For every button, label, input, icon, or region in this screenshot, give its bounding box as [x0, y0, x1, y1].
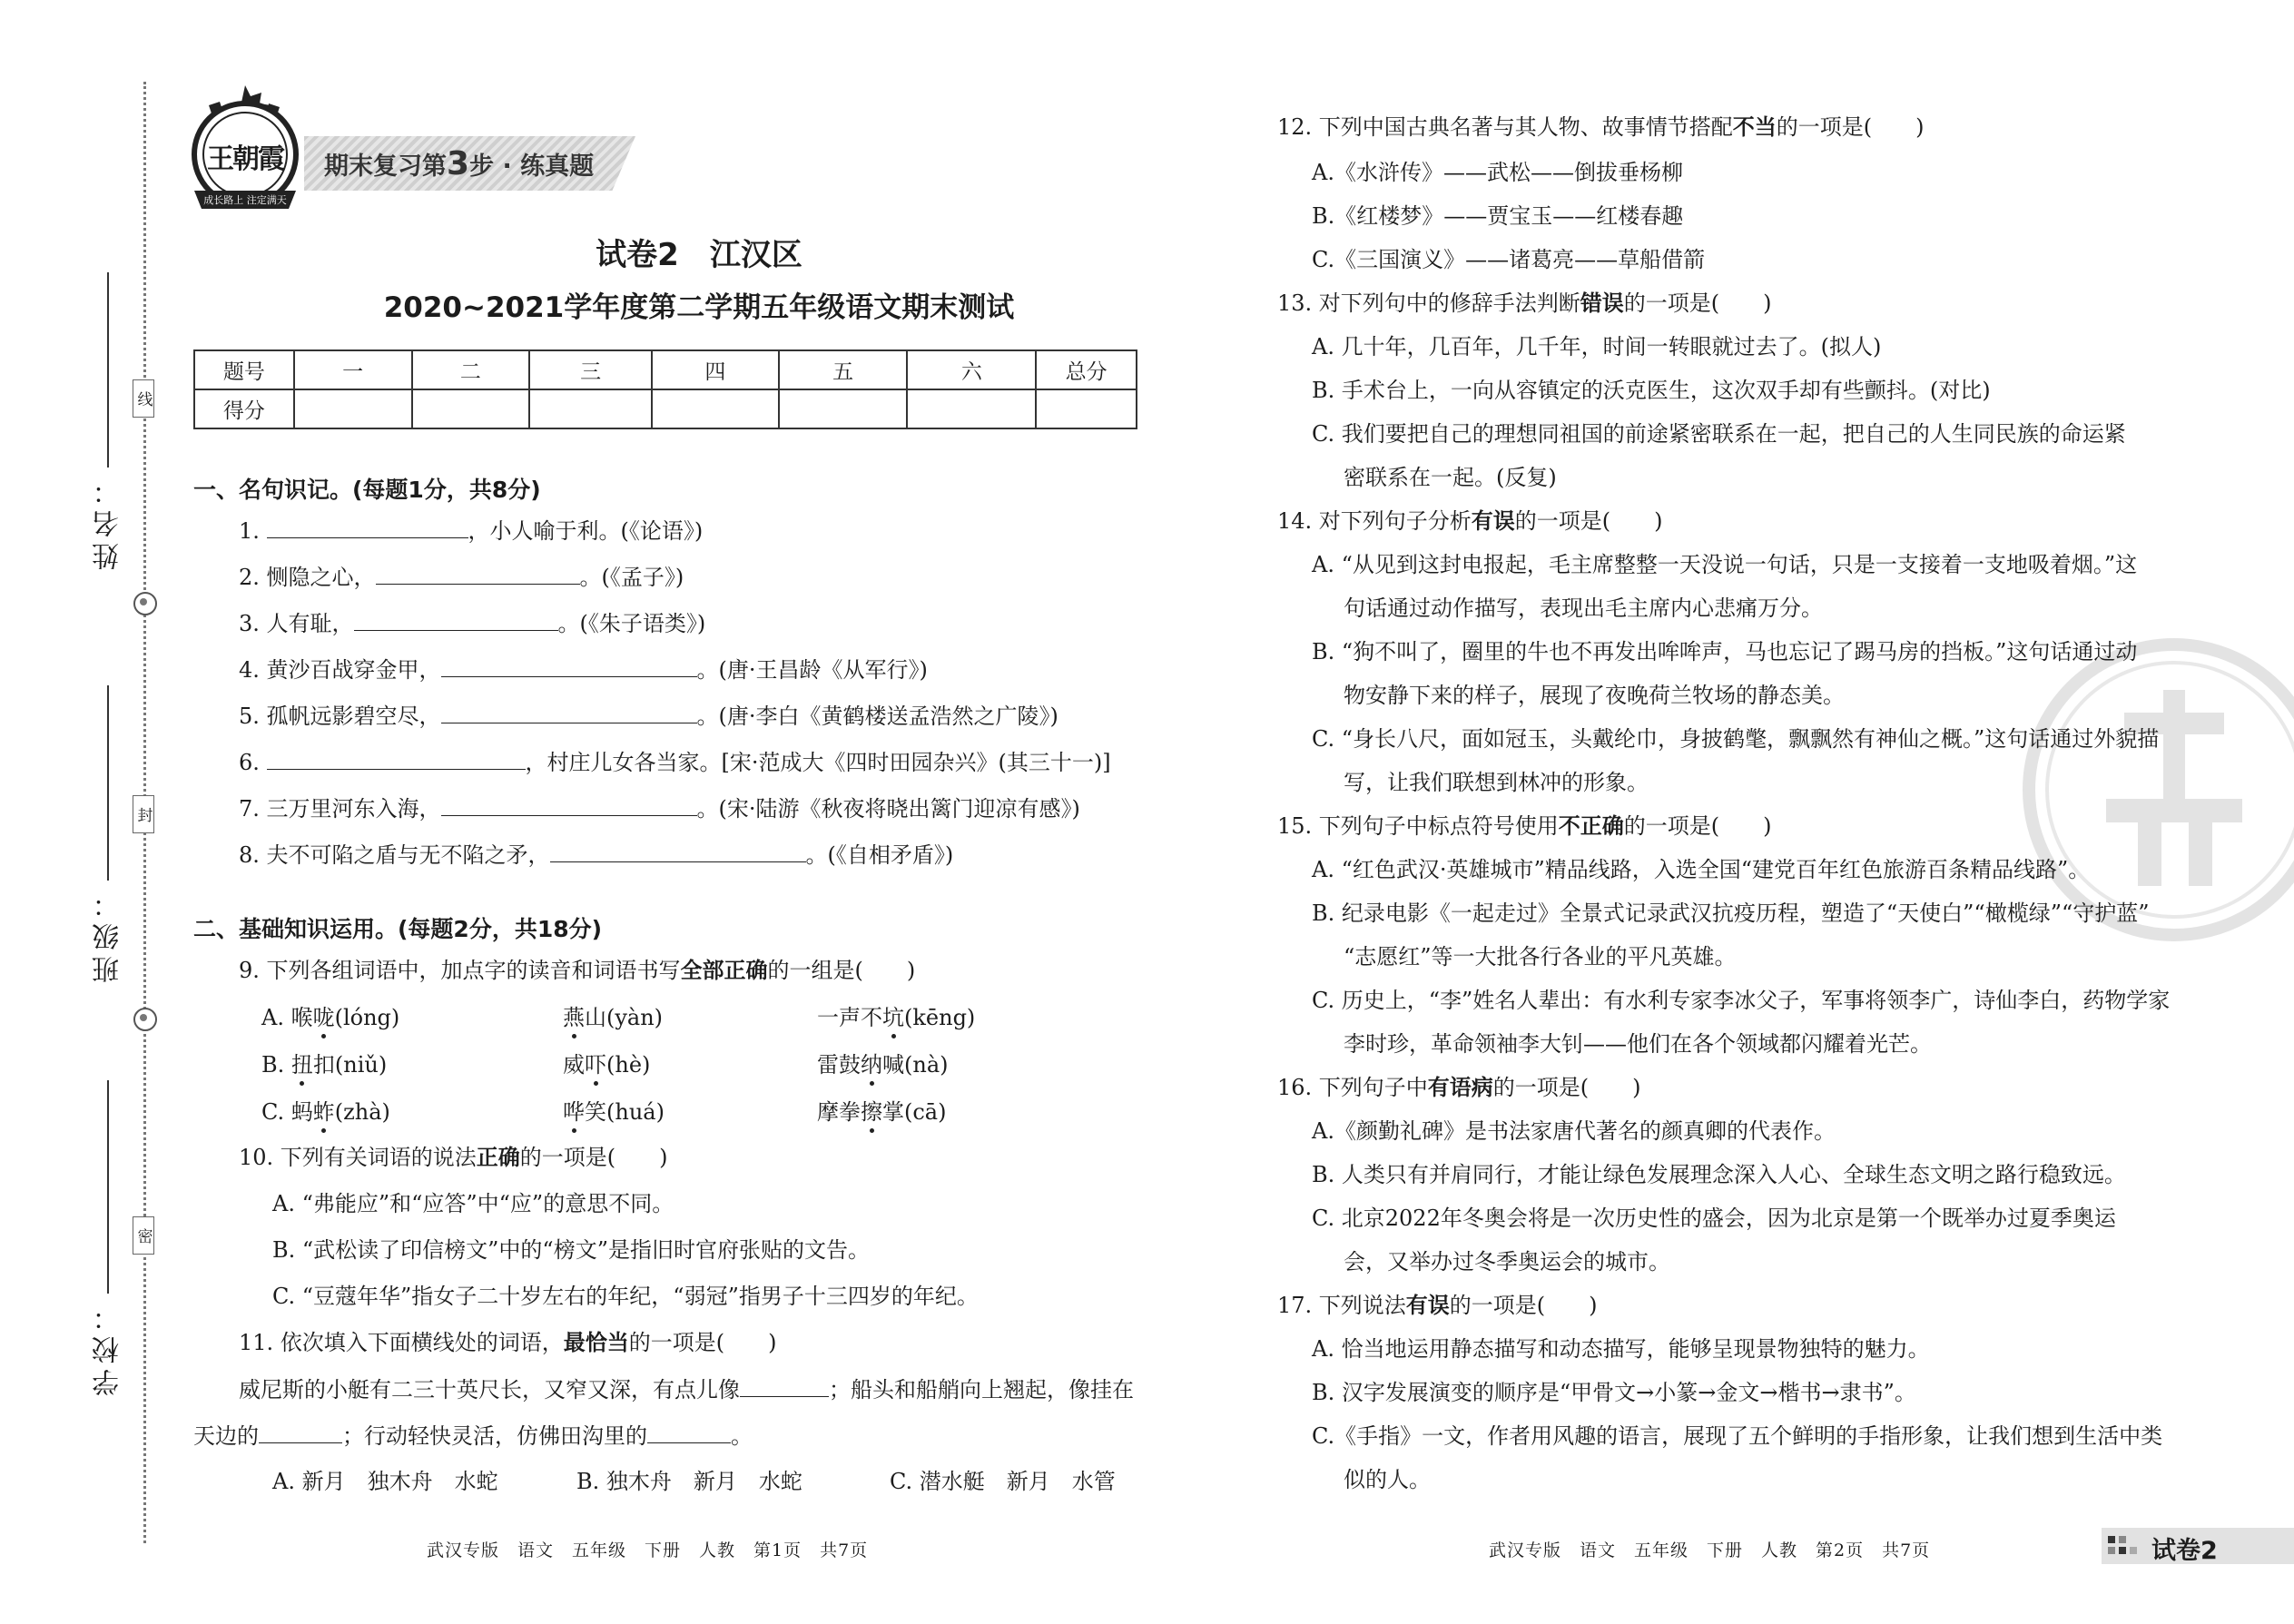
q15-option-b: B. 纪录电影《一起走过》全景式记录武汉抗疫历程，塑造了“天使白”“橄榄绿”“守护蓝” — [1312, 901, 2150, 926]
score-table-header-row — [194, 350, 1137, 389]
q6-blank[interactable] — [267, 751, 526, 770]
q8: 8. 夫不可陷之盾与无不陷之矛， 。(《自相矛盾》) — [239, 842, 954, 868]
score-cell[interactable] — [779, 389, 908, 428]
q3: 3. 人有耻， 。(《朱子语类》) — [239, 611, 706, 636]
q14-option-b: B. “狗不叫了，圈里的牛也不再发出哞哞声，马也忘记了踢马房的挡板。”这句话通过动 — [1312, 639, 2138, 664]
q5-blank[interactable] — [441, 704, 697, 723]
q10-option-a: A. “弗能应”和“应答”中“应”的意思不同。 — [272, 1191, 674, 1216]
q16-option-c-cont: 会，又举办过冬季奥运会的城市。 — [1344, 1249, 1670, 1275]
score-header-cell: 二 — [412, 350, 530, 389]
q11-stem: 11. 依次填入下面横线处的词语，最恰当的一项是( ) — [239, 1330, 777, 1355]
school-label: 学校： — [93, 1298, 124, 1396]
q17-option-c: C.《手指》一文，作者用风趣的语言，展现了五个鲜明的手指形象，让我们想到生活中类 — [1312, 1423, 2163, 1449]
seal-line-mark: 线 — [133, 379, 154, 418]
q15-option-c-cont: 李时珍，革命领袖李大钊——他们在各个领域都闪耀着光芒。 — [1344, 1031, 1932, 1057]
q15-stem: 15. 下列句子中标点符号使用不正确的一项是( ) — [1277, 813, 1772, 839]
q11-blank-2[interactable] — [259, 1424, 342, 1443]
q2: 2. 恻隐之心， 。(《孟子》) — [239, 565, 684, 590]
q11-option-b: B. 独木舟 新月 水蛇 — [576, 1469, 802, 1494]
q2-blank[interactable] — [376, 566, 580, 585]
score-header-cell: 三 — [529, 350, 652, 389]
q14-option-b-cont: 物安静下来的样子，展现了夜晚荷兰牧场的静态美。 — [1344, 683, 1845, 708]
paper-title: 试卷2 江汉区 — [596, 237, 802, 273]
section-1-title: 一、名句识记。(每题1分，共8分) — [193, 477, 541, 503]
q5: 5. 孤帆远影碧空尽， 。(唐·李白《黄鹤楼送孟浩然之广陵》) — [239, 704, 1058, 729]
q11-blank-3[interactable] — [647, 1424, 731, 1443]
q15-option-c: C. 历史上，“李”姓名人辈出：有水利专家李冰父子，军事将领李广，诗仙李白，药物学家 — [1312, 988, 2171, 1013]
score-cell[interactable] — [294, 389, 412, 428]
q11-blank-1[interactable] — [740, 1378, 829, 1397]
score-header-cell: 总分 — [1036, 350, 1137, 389]
q16-stem: 16. 下列句子中有语病的一项是( ) — [1277, 1075, 1641, 1100]
q9-stem: 9. 下列各组词语中，加点字的读音和词语书写全部正确的一组是( ) — [239, 958, 916, 983]
q12-option-a: A.《水浒传》——武松——倒拔垂杨柳 — [1312, 160, 1683, 185]
q17-option-b: B. 汉字发展演变的顺序是“甲骨文→小篆→金文→楷书→隶书”。 — [1312, 1380, 1916, 1405]
q8-blank[interactable] — [550, 843, 806, 862]
class-label: 班级： — [93, 885, 124, 983]
q1: 1. ，小人喻于利。(《论语》) — [239, 518, 704, 544]
footer-right: 武汉专版 语文 五年级 下册 人教 第2页 共7页 — [1489, 1540, 1931, 1560]
q17-option-a: A. 恰当地运用静态描写和动态描写，能够呈现景物独特的魅力。 — [1312, 1336, 1930, 1362]
logo-text: 王朝霞 — [207, 143, 283, 175]
score-cell[interactable] — [529, 389, 652, 428]
q11-option-c: C. 潜水艇 新月 水管 — [890, 1469, 1116, 1494]
q13-option-c-cont: 密联系在一起。(反复) — [1344, 465, 1557, 490]
q3-blank[interactable] — [354, 612, 558, 631]
binding-knot-icon — [133, 592, 157, 615]
q11-passage-line2: 天边的 ；行动轻快灵活，仿佛田沟里的 。 — [193, 1423, 753, 1449]
q13-option-c: C. 我们要把自己的理想同祖国的前途紧密联系在一起，把自己的人生同民族的命运紧 — [1312, 421, 2126, 447]
score-cell[interactable] — [412, 389, 530, 428]
section-2-title: 二、基础知识运用。(每题2分，共18分) — [193, 916, 603, 942]
q9-option-c2: 哗笑(huá) — [563, 1099, 665, 1125]
q1-blank[interactable] — [267, 519, 468, 538]
q14-option-a: A. “从见到这封电报起，毛主席整整一天没说一句话，只是一支接着一支地吸着烟。”这 — [1312, 552, 2138, 577]
score-header-cell: 六 — [907, 350, 1036, 389]
q9-option-a3: 一声不坑(kēng) — [817, 1005, 976, 1030]
paper-badge: 试卷2 — [2151, 1537, 2218, 1565]
paper-subtitle: 2020~2021学年度第二学期五年级语文期末测试 — [383, 291, 1015, 324]
score-header-cell: 一 — [294, 350, 412, 389]
score-cell[interactable] — [652, 389, 779, 428]
banner-text: 期末复习第3步 · 练真题 — [324, 145, 595, 182]
logo-ribbon-text: 成长路上 注定满天 — [203, 194, 287, 206]
q4: 4. 黄沙百战穿金甲， 。(唐·王昌龄《从军行》) — [239, 657, 928, 683]
q4-blank[interactable] — [441, 658, 697, 677]
footer-left: 武汉专版 语文 五年级 下册 人教 第1页 共7页 — [427, 1540, 869, 1560]
score-row-label: 得分 — [194, 389, 294, 428]
q9-option-c1: C. 蚂蚱(zhà) — [261, 1099, 390, 1125]
right-page — [1180, 0, 2294, 1624]
score-table — [193, 349, 1137, 429]
q15-option-a: A. “红色武汉·英雄城市”精品线路，入选全国“建党百年红色旅游百条精品线路”。 — [1312, 857, 2091, 882]
q7: 7. 三万里河东入海， 。(宋·陆游《秋夜将晓出篱门迎凉有感》) — [239, 796, 1080, 822]
q10-option-b: B. “武松读了印信榜文”中的“榜文”是指旧时官府张贴的文告。 — [272, 1237, 870, 1263]
q16-option-b: B. 人类只有并肩同行，才能让绿色发展理念深入人心、全球生态文明之路行稳致远。 — [1312, 1162, 2126, 1187]
q10-stem: 10. 下列有关词语的说法正确的一项是( ) — [239, 1145, 668, 1170]
q6: 6. ，村庄儿女各当家。[宋·范成大《四时田园杂兴》(其三十一)] — [239, 750, 1111, 775]
q14-option-c-cont: 写，让我们联想到林冲的形象。 — [1344, 770, 1649, 795]
name-field[interactable] — [107, 272, 109, 468]
q14-option-a-cont: 句话通过动作描写，表现出毛主席内心悲痛万分。 — [1344, 595, 1823, 621]
grid-squares-icon — [2108, 1536, 2139, 1558]
q16-option-c: C. 北京2022年冬奥会将是一次历史性的盛会，因为北京是第一个既举办过夏季奥运 — [1312, 1206, 2116, 1231]
q11-passage-line1: 威尼斯的小艇有二三十英尺长，又窄又深，有点儿像 ；船头和船艄向上翘起，像挂在 — [239, 1377, 1134, 1403]
score-header-cell: 四 — [652, 350, 779, 389]
seal-secret-mark: 密 — [133, 1216, 154, 1255]
q12-option-b: B.《红楼梦》——贾宝玉——红楼春趣 — [1312, 203, 1684, 229]
q14-stem: 14. 对下列句子分析有误的一项是( ) — [1277, 508, 1663, 534]
score-header-cell: 五 — [779, 350, 908, 389]
q12-option-c: C.《三国演义》——诸葛亮——草船借箭 — [1312, 247, 1706, 272]
q15-option-b-cont: “志愿红”等一大批各行各业的平凡英雄。 — [1344, 944, 1737, 969]
q17-stem: 17. 下列说法有误的一项是( ) — [1277, 1293, 1598, 1318]
score-cell[interactable] — [907, 389, 1036, 428]
q9-option-c3: 摩拳擦掌(cā) — [817, 1099, 947, 1125]
binding-knot-icon — [133, 1008, 157, 1031]
score-table-score-row — [194, 389, 1137, 428]
q13-option-b: B. 手术台上，一向从容镇定的沃克医生，这次双手却有些颤抖。(对比) — [1312, 378, 1991, 403]
q9-option-b3: 雷鼓纳喊(nà) — [817, 1052, 949, 1078]
q13-stem: 13. 对下列句中的修辞手法判断错误的一项是( ) — [1277, 290, 1772, 316]
score-header-cell: 题号 — [194, 350, 294, 389]
seal-seal-mark: 封 — [133, 795, 154, 833]
class-field[interactable] — [107, 685, 109, 881]
score-cell[interactable] — [1036, 389, 1137, 428]
q14-option-c: C. “身长八尺，面如冠玉，头戴纶巾，身披鹤氅，飘飘然有神仙之概。”这句话通过外貌描 — [1312, 726, 2160, 752]
q9-option-b2: 威吓(hè) — [563, 1052, 651, 1078]
q7-blank[interactable] — [441, 797, 697, 816]
q9-option-b1: B. 扭扣(niǔ) — [261, 1052, 388, 1078]
q17-option-c-cont: 似的人。 — [1344, 1467, 1431, 1492]
q12-stem: 12. 下列中国古典名著与其人物、故事情节搭配不当的一项是( ) — [1277, 114, 1925, 140]
q13-option-a: A. 几十年，几百年，几千年，时间一转眼就过去了。(拟人) — [1312, 334, 1882, 359]
q11-option-a: A. 新月 独木舟 水蛇 — [272, 1469, 498, 1494]
school-field[interactable] — [107, 1080, 109, 1294]
q10-option-c: C. “豆蔻年华”指女子二十岁左右的年纪，“弱冠”指男子十三四岁的年纪。 — [272, 1284, 979, 1309]
name-label: 姓名： — [93, 472, 124, 570]
q9-option-a2: 燕山(yàn) — [563, 1005, 664, 1030]
q16-option-a: A.《颜勤礼碑》是书法家唐代著名的颜真卿的代表作。 — [1312, 1118, 1836, 1144]
q9-option-a1: A. 喉咙(lóng) — [261, 1005, 400, 1030]
